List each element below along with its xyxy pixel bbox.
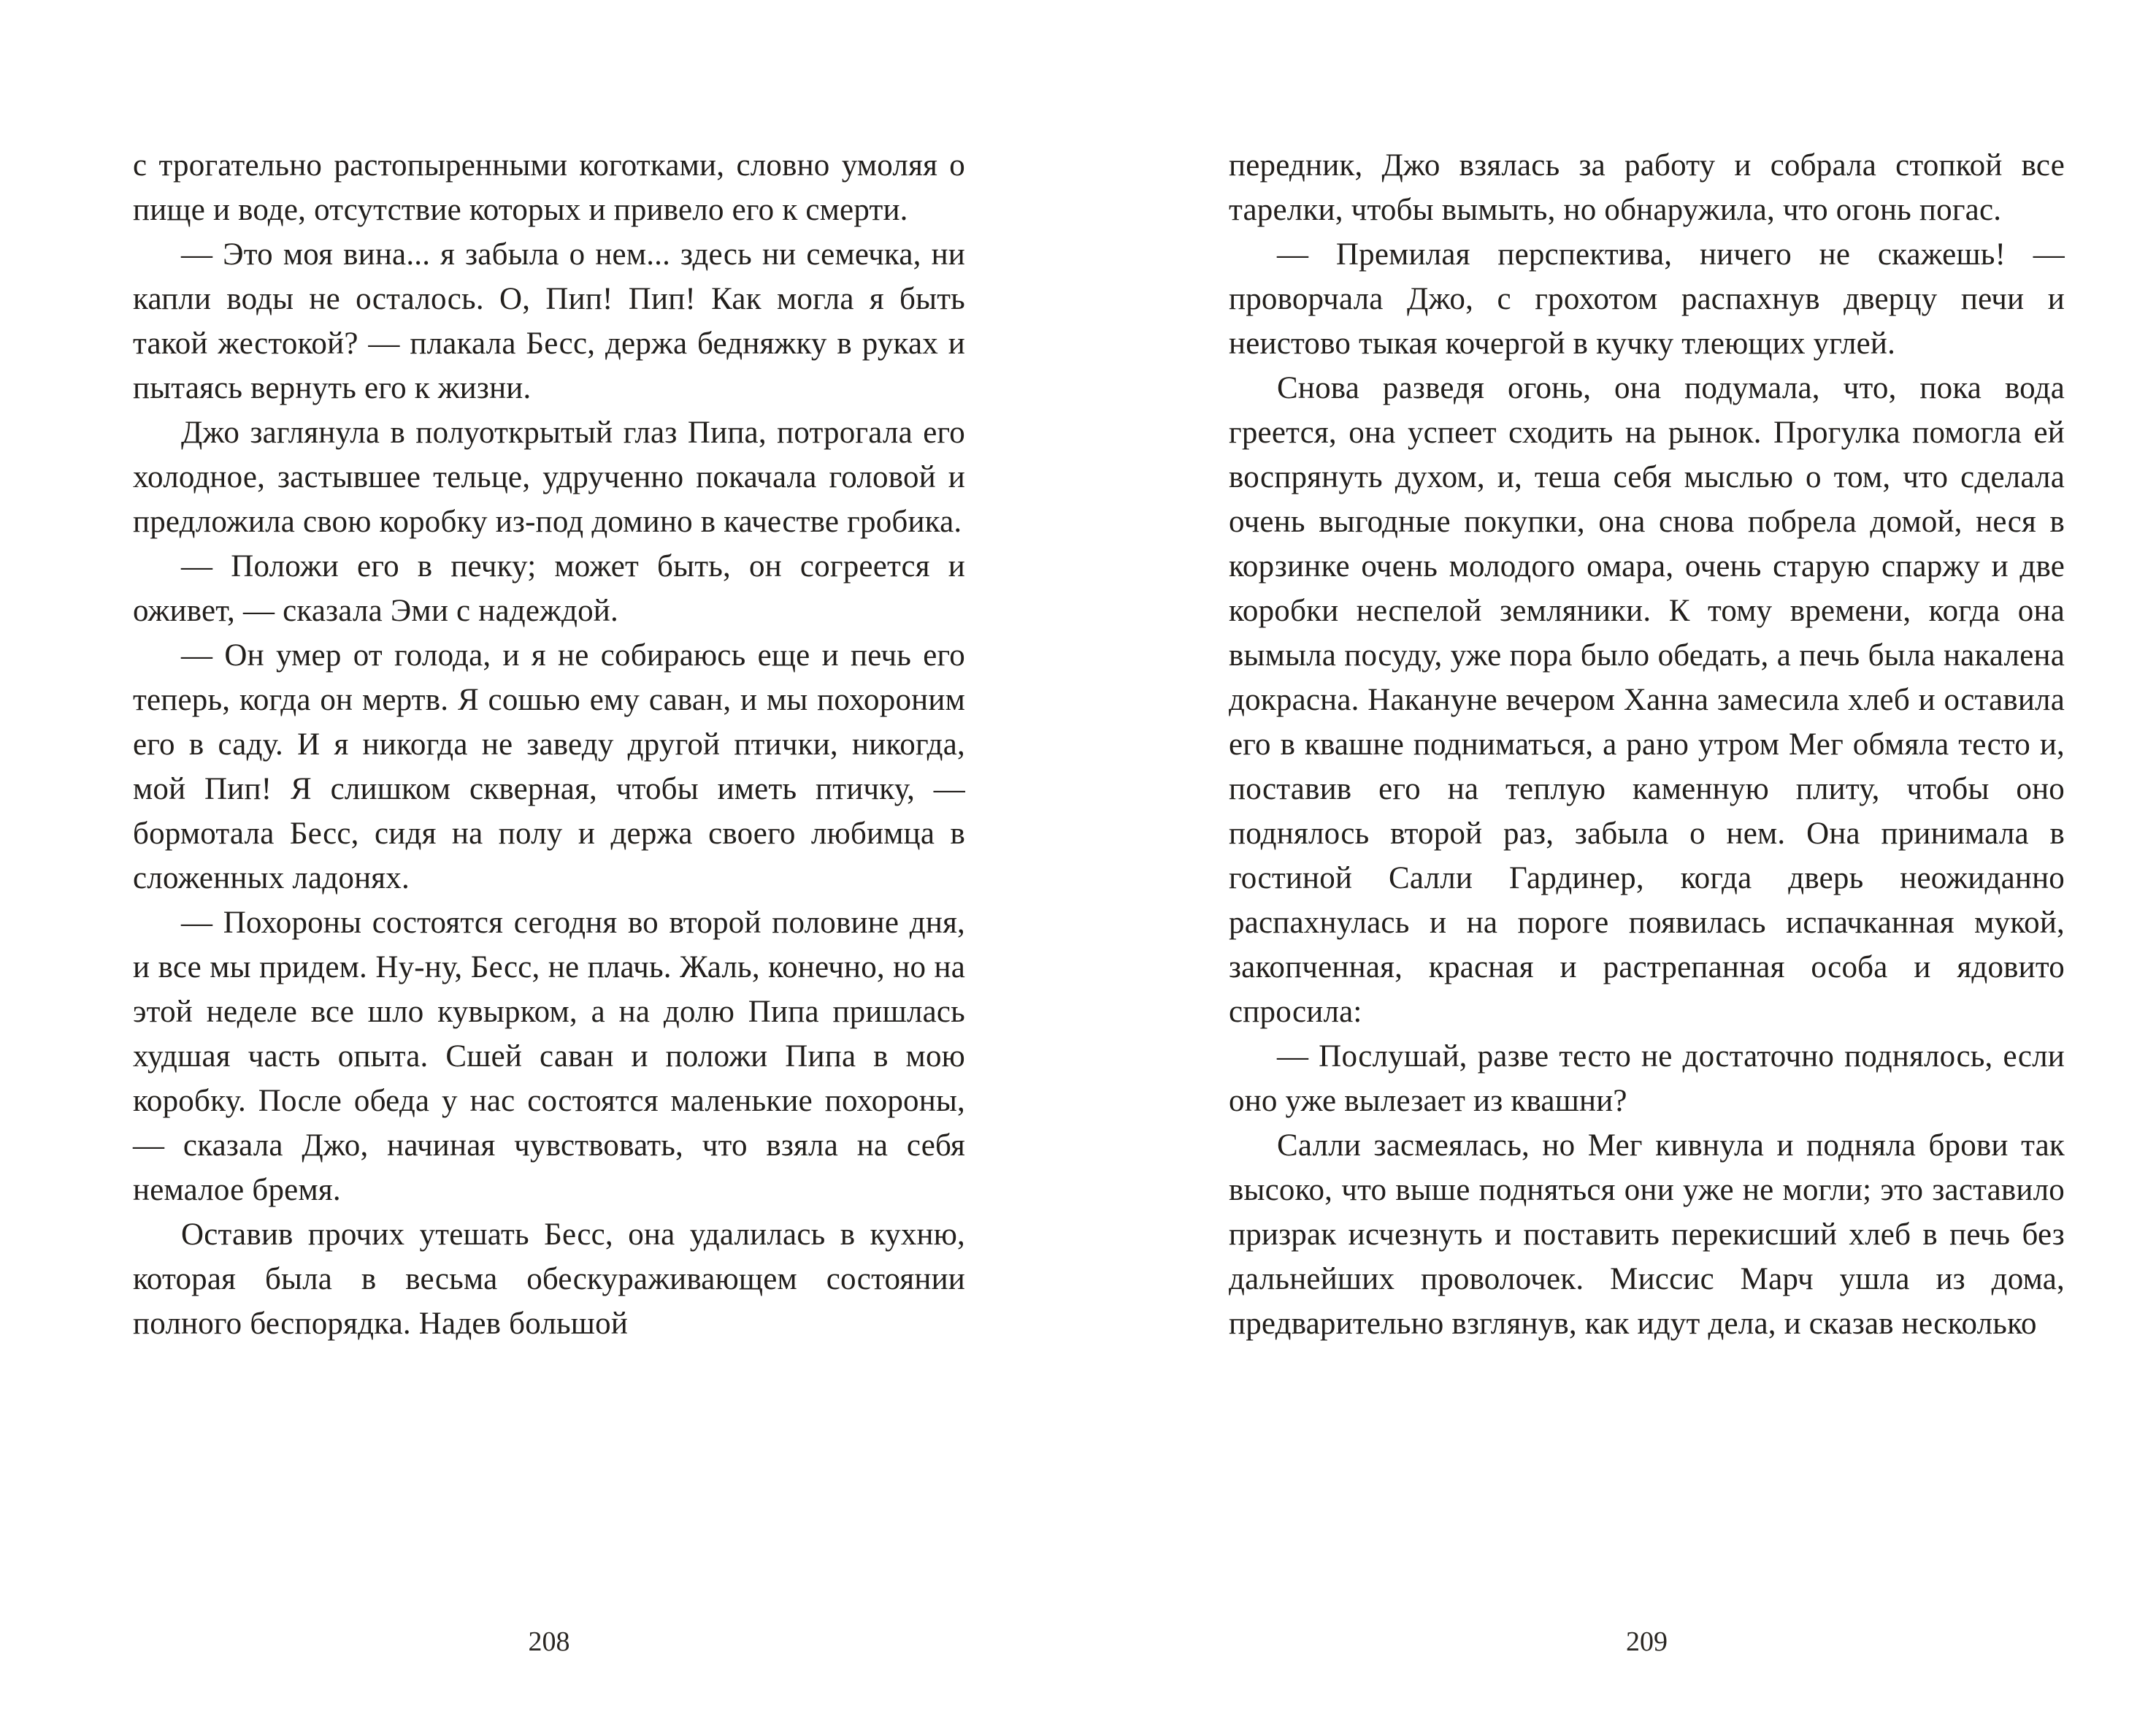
- page-right: [1078, 0, 2156, 1725]
- page-number-right: 209: [1626, 1626, 1668, 1657]
- paragraph: Джо заглянула в полуоткрытый глаз Пипа, потрогала его холодное, застывшее тельце, удрученно покачала головой и предложила свою коробку из-под домино в качестве гробика.: [133, 416, 965, 539]
- paragraph: Салли засмеялась, но Мег кивнула и подняла брови так высоко, что выше подняться они уже не могли; это заставило призрак исчезнуть и поставить перекисший хлеб в печь без дальнейших проволочек. Миссис Марч ушла из дома, предварительно взглянув, как идут дела, и сказав несколько: [1229, 1128, 2065, 1341]
- paragraph: Снова разведя огонь, она подумала, что, пока вода греется, она успеет сходить на рынок. Прогулка помогла ей воспрянуть духом, и, теша себя мыслью о том, что сделала очень выгодные покупки, она снова побрела домой, неся в корзинке очень молодого омара, очень старую спаржу и две коробки неспелой земляники. К тому времени, когда она вымыла посуду, уже пора было обедать, а печь была накалена докрасна. Накануне вечером Ханна замесила хлеб и оставила его в квашне подниматься, а рано утром Мег обмяла тесто и, поставив его на теплую каменную плиту, чтобы оно поднялось второй раз, забыла о нем. Она принимала в гостиной Салли Гардинер, когда дверь неожиданно распахнулась и на пороге появилась испачканная мукой, закопченная, красная и растрепанная особа и ядовито спросила:: [1229, 371, 2065, 1029]
- page-number-left: 208: [528, 1626, 570, 1657]
- paragraph: Оставив прочих утешать Бесс, она удалилась в кухню, которая была в весьма обескураживающем состоянии полного беспорядка. Надев большой: [133, 1217, 965, 1341]
- paragraph: с трогательно растопыренными коготками, словно умоляя о пище и воде, отсутствие которых и привело его к смерти.: [133, 148, 965, 227]
- paragraph: — Премилая перспектива, ничего не скажешь! — проворчала Джо, с грохотом распахнув дверцу печи и неистово тыкая кочергой в кучку тлеющих углей.: [1229, 237, 2065, 361]
- paragraph: — Это моя вина... я забыла о нем... здесь ни семечка, ни капли воды не осталось. О, Пип! Пип! Как могла я быть такой жестокой? — плакала Бесс, держа бедняжку в руках и пытаясь вернуть его к жизни.: [133, 237, 965, 405]
- paragraph: — Похороны состоятся сегодня во второй половине дня, и все мы придем. Ну-ну, Бесс, не плачь. Жаль, конечно, но на этой неделе все шло кувырком, а на долю Пипа пришлась худшая часть опыта. Сшей саван и положи Пипа в мою коробку. После обеда у нас состоятся маленькие похороны, — сказала Джо, начиная чувствовать, что взяла на себя немалое бремя.: [133, 906, 965, 1207]
- page-right-text-block: [1229, 143, 2065, 1346]
- page-left-text-block: [133, 143, 965, 1346]
- paragraph: — Послушай, разве тесто не достаточно поднялось, если оно уже вылезает из квашни?: [1229, 1039, 2065, 1118]
- paragraph: — Он умер от голода, и я не собираюсь еще и печь его теперь, когда он мертв. Я сошью ему саван, и мы похороним его в саду. И я никогда не заведу другой птички, никогда, мой Пип! Я слишком скверная, чтобы иметь птичку, — бормотала Бесс, сидя на полу и держа своего любимца в сложенных ладонях.: [133, 638, 965, 895]
- paragraph: — Положи его в печку; может быть, он согреется и оживет, — сказала Эми с надеждой.: [133, 549, 965, 628]
- paragraph: передник, Джо взялась за работу и собрала стопкой все тарелки, чтобы вымыть, но обнаружила, что огонь погас.: [1229, 148, 2065, 227]
